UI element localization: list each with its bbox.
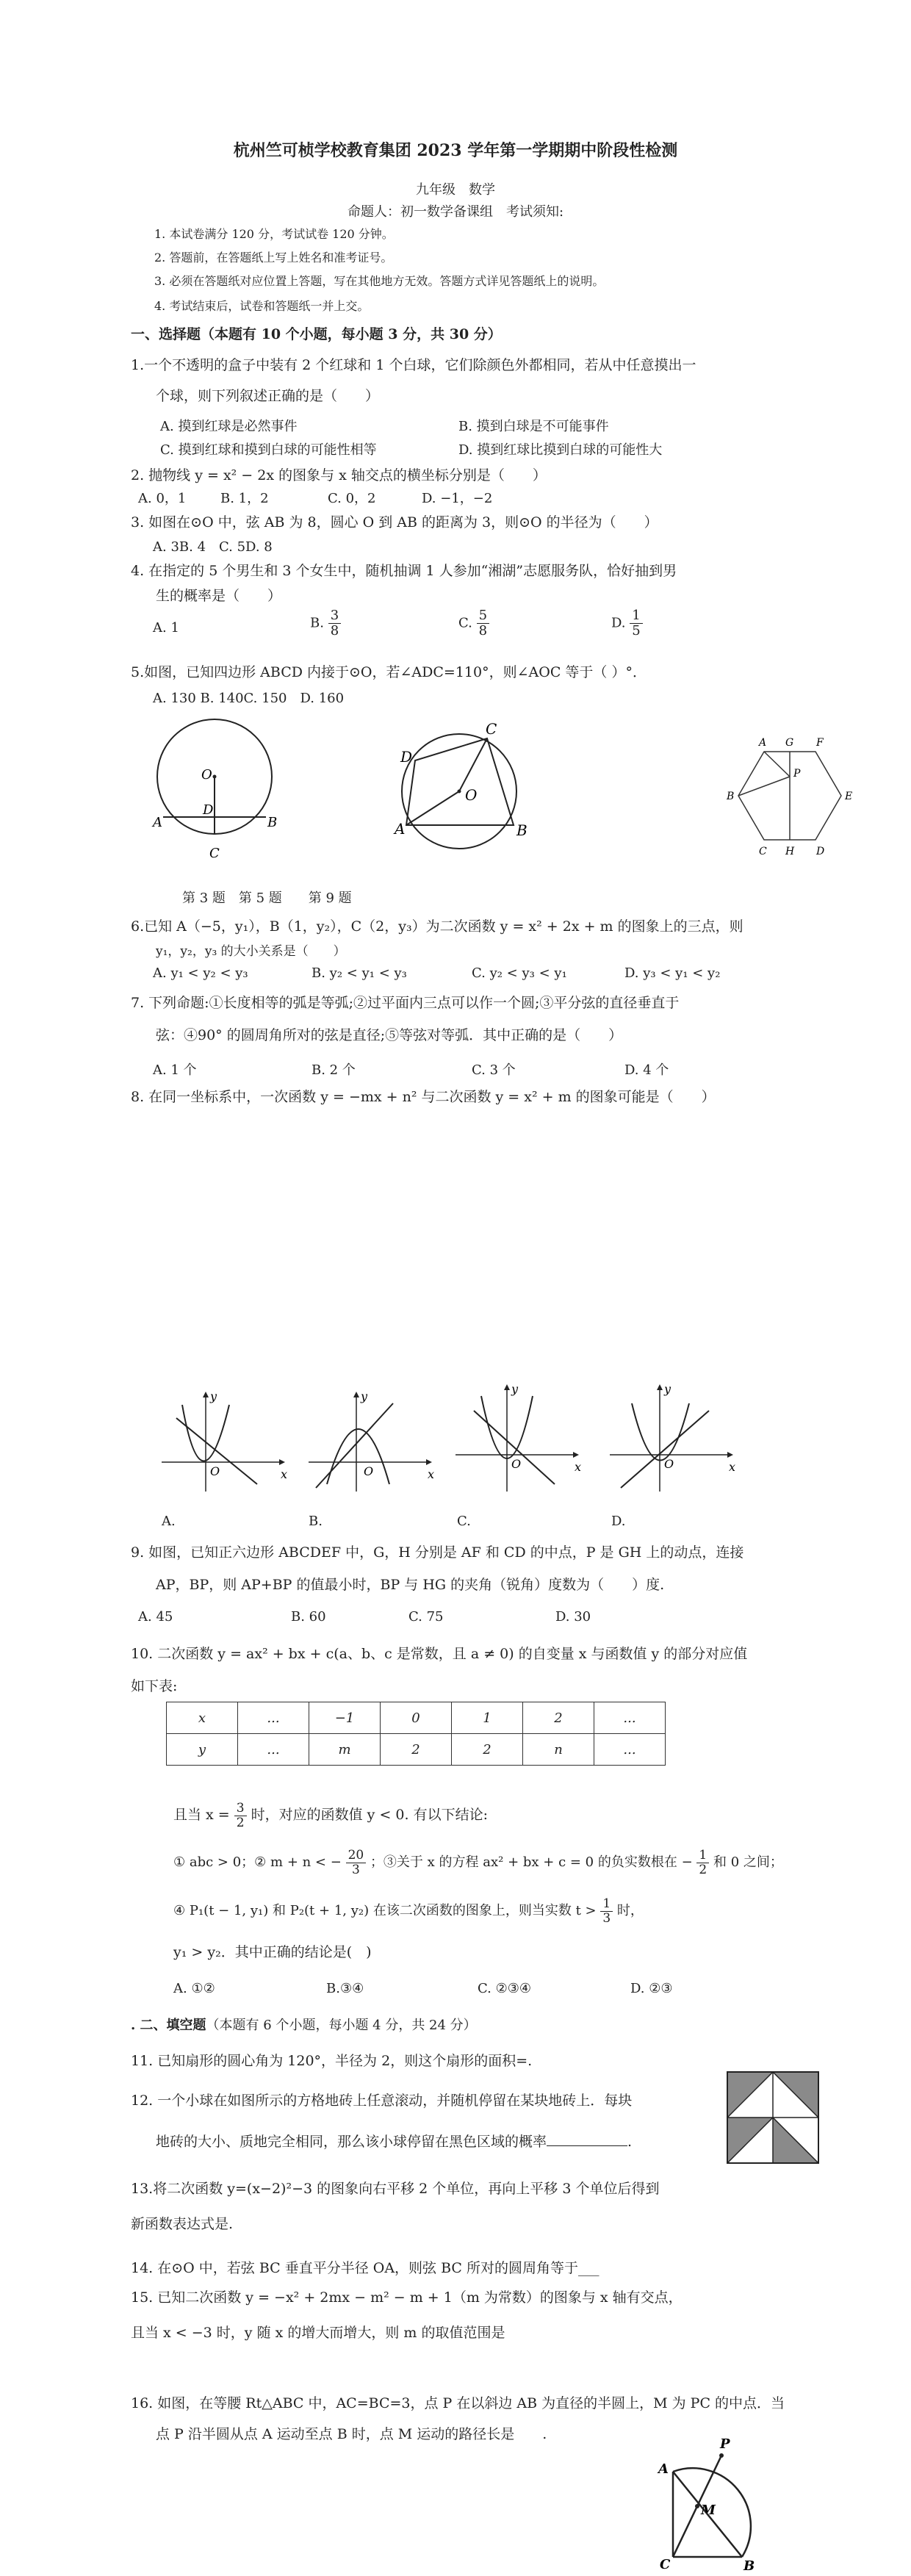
q16-stem: 16. 如图，在等腰 Rt△ABC 中，AC=BC=3，点 P 在以斜边 AB 为直径的半圆上，M 为 PC 的中点．当: [131, 2395, 785, 2411]
table-cell: 2: [523, 1702, 594, 1734]
q8a-axis-x: x: [281, 1467, 288, 1481]
fig16-label-b: B: [743, 2558, 755, 2572]
q10-option-c: C. ②③④: [478, 1981, 531, 1996]
q8-label-c: C.: [457, 1514, 471, 1529]
q9-stem-2: AP，BP，则 AP+BP 的值最小时，BP 与 HG 的夹角（锐角）度数为（ ）度.: [156, 1577, 665, 1593]
q8b-origin: O: [364, 1464, 374, 1478]
table-cell: y: [167, 1734, 238, 1766]
notice-4: 4. 考试结束后，试卷和答题纸一并上交。: [154, 299, 370, 313]
q1-stem: 1.一个不透明的盒子中装有 2 个红球和 1 个白球，它们除颜色外都相同，若从中任意摸出一: [131, 357, 696, 373]
q9-option-c: C. 75: [408, 1609, 444, 1625]
fig16-label-p: P: [720, 2436, 730, 2452]
exam-title: 杭州竺可桢学校教育集团 2023 学年第一学期期中阶段性检测: [233, 141, 678, 160]
fig16-label-m: M: [701, 2503, 716, 2518]
q4-c-numerator: 5: [477, 608, 489, 624]
q8b-axis-x: x: [428, 1467, 435, 1481]
q7-option-c: C. 3 个: [472, 1062, 516, 1078]
q8c-origin: O: [511, 1457, 522, 1471]
grade-subject: 九年级 数学: [416, 182, 495, 198]
q9-option-b: B. 60: [291, 1609, 326, 1625]
fig5-label-c: C: [486, 720, 497, 738]
q4-c-denominator: 8: [478, 622, 488, 638]
author-line: 命题人：初一数学备课组 考试须知:: [347, 204, 564, 220]
figure-q16: [639, 2432, 786, 2572]
table-cell: 1: [452, 1702, 523, 1734]
q10-condition: 且当 x = $\frac{3}{2}$ 时，对应的函数值 y < 0. 有以下结论:: [173, 1801, 488, 1830]
q8-graph-d: [602, 1381, 742, 1499]
table-cell: x: [167, 1702, 238, 1734]
q9-option-a: A. 45: [138, 1609, 173, 1625]
q10-table-row-y: [167, 1734, 666, 1766]
q12-tile-figure: [726, 2070, 821, 2166]
q12-stem-2: 地砖的大小、质地完全相同，那么该小球停留在黑色区域的概率 .: [156, 2134, 633, 2150]
fig5-label-o: O: [465, 786, 478, 804]
notice-3: 3. 必须在答题纸对应位置上答题，写在其他地方无效。答题方式详见答题纸上的说明。: [154, 274, 605, 288]
figure-q3-circle: [147, 716, 294, 863]
q8-stem: 8. 在同一坐标系中，一次函数 y = −mx + n² 与二次函数 y = x² + m 的图象可能是（ ）: [131, 1089, 716, 1105]
q6-option-c: C. y₂ < y₃ < y₁: [472, 965, 567, 981]
q4-stem: 4. 在指定的 5 个男生和 3 个女生中，随机抽调 1 人参加“湘湖”志愿服务队，恰好抽到男: [131, 563, 677, 579]
figure-q9-hexagon: [724, 731, 871, 860]
table-cell: ...: [238, 1734, 309, 1766]
fig5-label-a: A: [395, 820, 406, 838]
q8c-axis-y: y: [511, 1382, 519, 1396]
fig9-label-f: F: [816, 737, 824, 749]
table-cell: −1: [309, 1702, 381, 1734]
table-cell: n: [523, 1734, 594, 1766]
q10-statement-4: ④ P₁(t − 1, y₁) 和 P₂(t + 1, y₂) 在该二次函数的图象上，则当实数 t > $\frac{1}{3}$ 时，: [173, 1896, 644, 1926]
q10-stem-2: 如下表:: [131, 1678, 178, 1694]
fig9-label-h: H: [785, 846, 795, 857]
q6-stem-2: y₁，y₂，y₃ 的大小关系是（ ）: [156, 944, 346, 959]
table-cell: ...: [594, 1702, 666, 1734]
q5-options: A. 130 B. 140C. 150 D. 160: [153, 691, 345, 706]
q8-graph-c: [448, 1381, 588, 1499]
table-cell: ...: [594, 1734, 666, 1766]
q4-option-d: D. $\frac{1}{5}$: [611, 608, 643, 638]
fig3-label-c: C: [209, 846, 220, 861]
q7-option-d: D. 4 个: [624, 1062, 669, 1078]
q8d-origin: O: [664, 1457, 674, 1471]
q10-value-table: [166, 1702, 666, 1766]
q1-option-c: C. 摸到红球和摸到白球的可能性相等: [160, 442, 377, 458]
notice-1: 1. 本试卷满分 120 分，考试试卷 120 分钟。: [154, 227, 394, 241]
q6-option-b: B. y₂ < y₁ < y₃: [312, 965, 407, 981]
fig3-label-a: A: [153, 815, 162, 830]
table-cell: 2: [452, 1734, 523, 1766]
fig9-label-a: A: [759, 737, 767, 749]
q5-stem: 5.如图，已知四边形 ABCD 内接于⊙O，若∠ADC=110°，则∠AOC 等于（ ）°．: [131, 664, 647, 680]
section-1-heading: 一、选择题（本题有 10 个小题，每小题 3 分，共 30 分）: [131, 326, 502, 342]
fig9-label-b: B: [727, 791, 735, 802]
fig16-label-c: C: [660, 2557, 671, 2572]
q4-option-b: B. $\frac{3}{8}$: [310, 608, 341, 638]
q6-stem: 6.已知 A（−5，y₁），B（1，y₂），C（2，y₃）为二次函数 y = x² + 2x + m 的图象上的三点，则: [131, 918, 743, 935]
q12-stem: 12. 一个小球在如图所示的方格地砖上任意滚动，并随机停留在某块地砖上．每块: [131, 2093, 633, 2109]
q6-option-a: A. y₁ < y₂ < y₃: [153, 965, 248, 981]
q6-option-d: D. y₃ < y₁ < y₂: [624, 965, 721, 981]
fig5-label-b: B: [516, 821, 527, 839]
q3-options: A. 3B. 4 C. 5D. 8: [153, 539, 273, 555]
q8a-axis-y: y: [210, 1389, 217, 1403]
q4-option-a: A. 1: [153, 620, 179, 636]
q2-option-c: C. 0，2: [328, 491, 376, 506]
fig3-label-d: D: [203, 802, 214, 818]
fig9-label-e: E: [845, 791, 853, 802]
q8c-axis-x: x: [575, 1460, 582, 1474]
fig9-label-c: C: [759, 846, 767, 857]
figure-q5-inscribed-quad: [378, 716, 540, 863]
q10-statements-1: ① abc > 0；② m + n < − $\frac{20}{3}$ ；③关于 x 的方程 ax² + bx + c = 0 的负实数根在 − $\frac{1}{2}$ 和 0 之间；: [173, 1848, 783, 1877]
q9-option-d: D. 30: [555, 1609, 591, 1625]
q4-b-denominator: 8: [330, 622, 339, 638]
fig3-label-b: B: [267, 815, 278, 830]
table-cell: ...: [238, 1702, 309, 1734]
q10-option-d: D. ②③: [630, 1981, 673, 1996]
q4-b-numerator: 3: [328, 608, 341, 624]
q4-option-c: C. $\frac{5}{8}$: [458, 608, 489, 638]
q1-option-a: A. 摸到红球是必然事件: [160, 419, 298, 434]
q8-label-d: D.: [611, 1514, 626, 1529]
q10-statement-4b: y₁ > y₂．其中正确的结论是( ): [173, 1944, 372, 1960]
q7-option-b: B. 2 个: [312, 1062, 356, 1078]
q7-stem: 7. 下列命题:①长度相等的弧是等弧;②过平面内三点可以作一个圆;③平分弦的直径垂直于: [131, 995, 680, 1011]
notice-2: 2. 答题前，在答题纸上写上姓名和准考证号。: [154, 251, 393, 265]
q9-stem: 9. 如图，已知正六边形 ABCDEF 中，G，H 分别是 AF 和 CD 的中点，P 是 GH 上的动点，连接: [131, 1544, 744, 1561]
q10-option-b: B.③④: [326, 1981, 364, 1996]
q13-stem: 13.将二次函数 y=(x−2)²−3 的图象向右平移 2 个单位，再向上平移 3 个单位后得到: [131, 2181, 660, 2197]
q10-table-row-x: [167, 1702, 666, 1734]
q8a-origin: O: [210, 1464, 220, 1478]
q8b-axis-y: y: [361, 1389, 368, 1403]
q2-option-a: A. 0，1: [138, 491, 187, 506]
fig5-label-d: D: [400, 748, 413, 766]
q8d-axis-x: x: [729, 1460, 736, 1474]
table-cell: 2: [381, 1734, 452, 1766]
fig9-label-g: G: [785, 737, 794, 749]
q11-stem: 11. 已知扇形的圆心角为 120°，半径为 2，则这个扇形的面积=.: [131, 2053, 533, 2069]
q3-stem: 3. 如图在⊙O 中，弦 AB 为 8，圆心 O 到 AB 的距离为 3，则⊙O 的半径为（ ）: [131, 514, 658, 530]
q1-stem-2: 个球，则下列叙述正确的是（ ）: [156, 388, 380, 404]
fig3-label-o: O: [201, 767, 212, 782]
q7-option-a: A. 1 个: [153, 1062, 197, 1078]
q8-label-b: B.: [309, 1514, 323, 1529]
table-cell: 0: [381, 1702, 452, 1734]
q13-stem-2: 新函数表达式是.: [131, 2216, 234, 2232]
q4-d-denominator: 5: [632, 622, 641, 638]
q1-option-d: D. 摸到红球比摸到白球的可能性大: [458, 442, 663, 458]
table-cell: m: [309, 1734, 381, 1766]
q8d-axis-y: y: [664, 1382, 671, 1396]
q10-option-a: A. ①②: [173, 1981, 215, 1996]
q2-stem: 2. 抛物线 y = x² − 2x 的图象与 x 轴交点的横坐标分别是（ ）: [131, 467, 547, 483]
q1-option-b: B. 摸到白球是不可能事件: [458, 419, 609, 434]
fig9-label-p: P: [793, 768, 801, 780]
q10-stem: 10. 二次函数 y = ax² + bx + c(a、b、c 是常数，且 a ≠ 0) 的自变量 x 与函数值 y 的部分对应值: [131, 1646, 748, 1662]
q12-answer-blank: [547, 2145, 627, 2146]
q2-option-b: B. 1，2: [220, 491, 269, 506]
q15-stem-2: 且当 x < −3 时，y 随 x 的增大而增大，则 m 的取值范围是: [131, 2325, 505, 2341]
q7-stem-2: 弦：④90° 的圆周角所对的弦是直径;⑤等弦对等弧．其中正确的是（ ）: [156, 1027, 623, 1043]
section-2-heading: . 二、填空题（本题有 6 个小题，每小题 4 分，共 24 分）: [131, 2018, 477, 2033]
q15-stem: 15. 已知二次函数 y = −x² + 2mx − m² − m + 1（m 为常数）的图象与 x 轴有交点，: [131, 2289, 683, 2306]
fig16-label-a: A: [658, 2461, 669, 2477]
q14-stem: 14. 在⊙O 中，若弦 BC 垂直平分半径 OA，则弦 BC 所对的圆周角等于___: [131, 2260, 599, 2276]
fig9-label-d: D: [816, 846, 825, 857]
figure-captions: 第 3 题 第 5 题 第 9 题: [182, 891, 352, 906]
q8-graph-a: [154, 1389, 294, 1499]
q2-option-d: D. −1，−2: [422, 491, 493, 506]
q4-d-numerator: 1: [630, 608, 642, 624]
q4-stem-2: 生的概率是（ ）: [156, 588, 282, 604]
q8-label-a: A.: [162, 1514, 176, 1529]
q16-stem-2: 点 P 沿半圆从点 A 运动至点 B 时，点 M 运动的路径长是 .: [156, 2426, 547, 2442]
q8-graph-b: [301, 1389, 441, 1499]
